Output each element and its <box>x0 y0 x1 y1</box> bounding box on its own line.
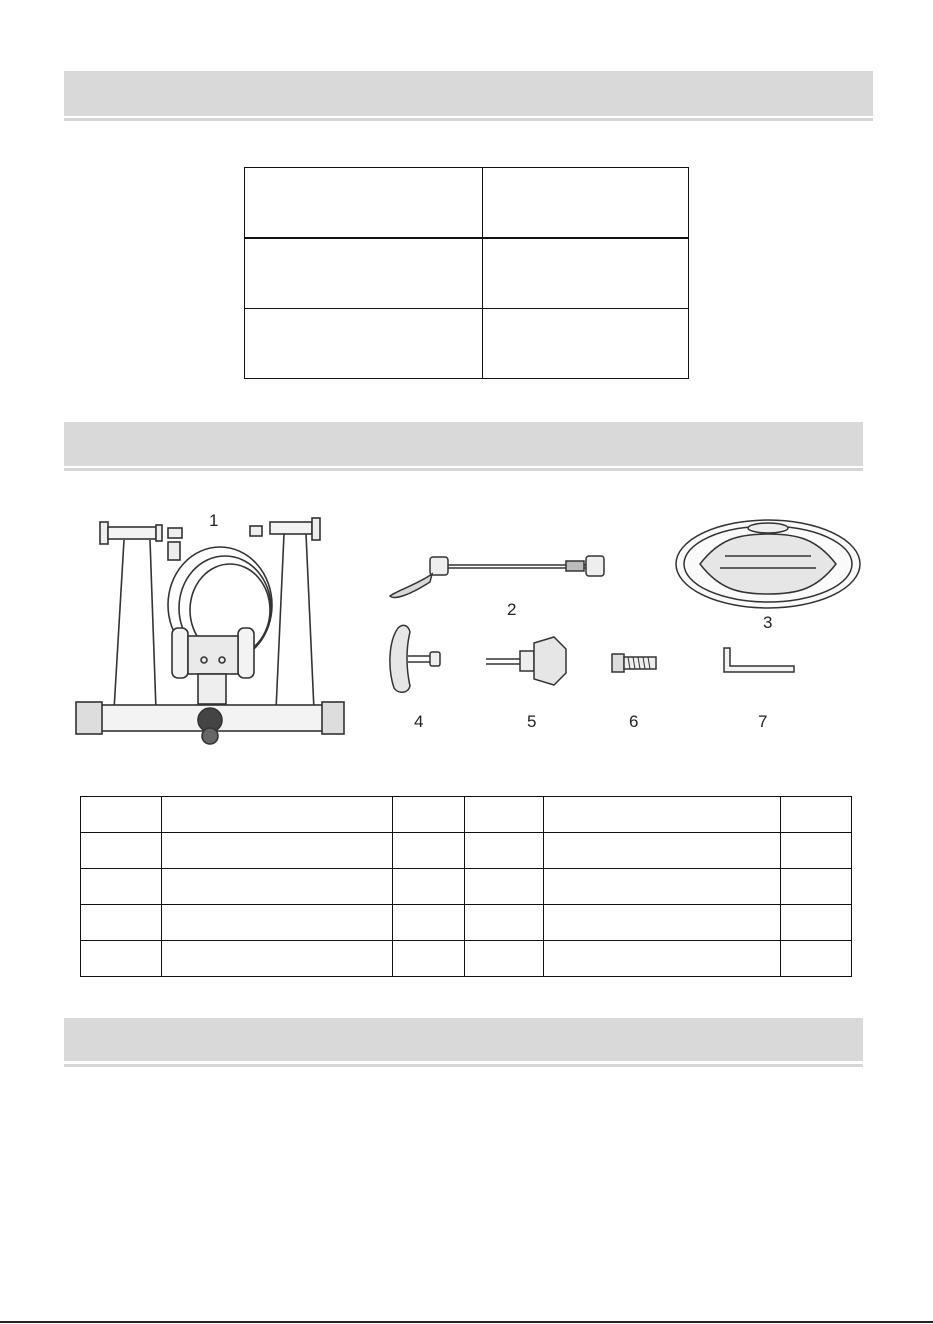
table-cell <box>781 905 852 941</box>
table-cell <box>465 905 544 941</box>
table-cell <box>245 309 483 379</box>
table-cell <box>483 309 689 379</box>
table-cell <box>245 238 483 309</box>
bolt-icon <box>608 650 660 676</box>
table-cell <box>544 905 781 941</box>
table-row <box>245 309 689 379</box>
hex-key-icon <box>718 644 802 678</box>
lever-knob-icon <box>384 622 446 698</box>
table-cell <box>465 869 544 905</box>
table-cell <box>392 833 465 869</box>
table-row <box>245 238 689 309</box>
table-row <box>81 869 852 905</box>
table-cell <box>161 869 392 905</box>
table-cell <box>392 797 465 833</box>
table-cell <box>781 797 852 833</box>
table-cell <box>81 941 162 977</box>
table-cell <box>161 941 392 977</box>
table-cell <box>781 833 852 869</box>
page-bottom-border <box>0 1321 933 1323</box>
table-row <box>81 905 852 941</box>
part-label: 6 <box>629 712 639 731</box>
table-cell <box>465 833 544 869</box>
part-label: 7 <box>758 712 768 731</box>
table-cell <box>544 941 781 977</box>
table-cell <box>465 797 544 833</box>
part-label: 1 <box>209 511 219 530</box>
table-row <box>81 833 852 869</box>
table-row <box>245 168 689 239</box>
table-cell <box>161 905 392 941</box>
part-label: 5 <box>527 712 537 731</box>
front-wheel-block-icon <box>670 516 866 612</box>
section-rule-2 <box>64 468 863 471</box>
part-label: 3 <box>763 613 773 632</box>
trainer-frame-icon <box>70 510 350 750</box>
parts-table <box>80 796 852 977</box>
table-cell <box>81 797 162 833</box>
table-cell <box>161 797 392 833</box>
section-header-1 <box>64 71 873 116</box>
table-cell <box>392 941 465 977</box>
table-cell <box>392 905 465 941</box>
table-cell <box>544 869 781 905</box>
table-cell <box>392 869 465 905</box>
table-row <box>81 797 852 833</box>
table-cell <box>161 833 392 869</box>
table-cell <box>544 833 781 869</box>
table-cell <box>781 941 852 977</box>
adjustment-knob-icon <box>480 633 570 689</box>
skewer-icon <box>386 540 616 610</box>
part-label: 4 <box>414 712 424 731</box>
section-rule-1 <box>64 118 873 121</box>
section-header-2 <box>64 422 863 466</box>
section-header-3 <box>64 1018 863 1061</box>
part-label: 2 <box>507 600 517 619</box>
table-cell <box>245 168 483 239</box>
table-cell <box>81 869 162 905</box>
table-cell <box>465 941 544 977</box>
table-cell <box>483 238 689 309</box>
section-rule-3 <box>64 1064 863 1067</box>
table-cell <box>544 797 781 833</box>
table-row <box>81 941 852 977</box>
table-cell <box>81 833 162 869</box>
spec-table <box>244 167 689 379</box>
table-cell <box>483 168 689 239</box>
table-cell <box>81 905 162 941</box>
table-cell <box>781 869 852 905</box>
